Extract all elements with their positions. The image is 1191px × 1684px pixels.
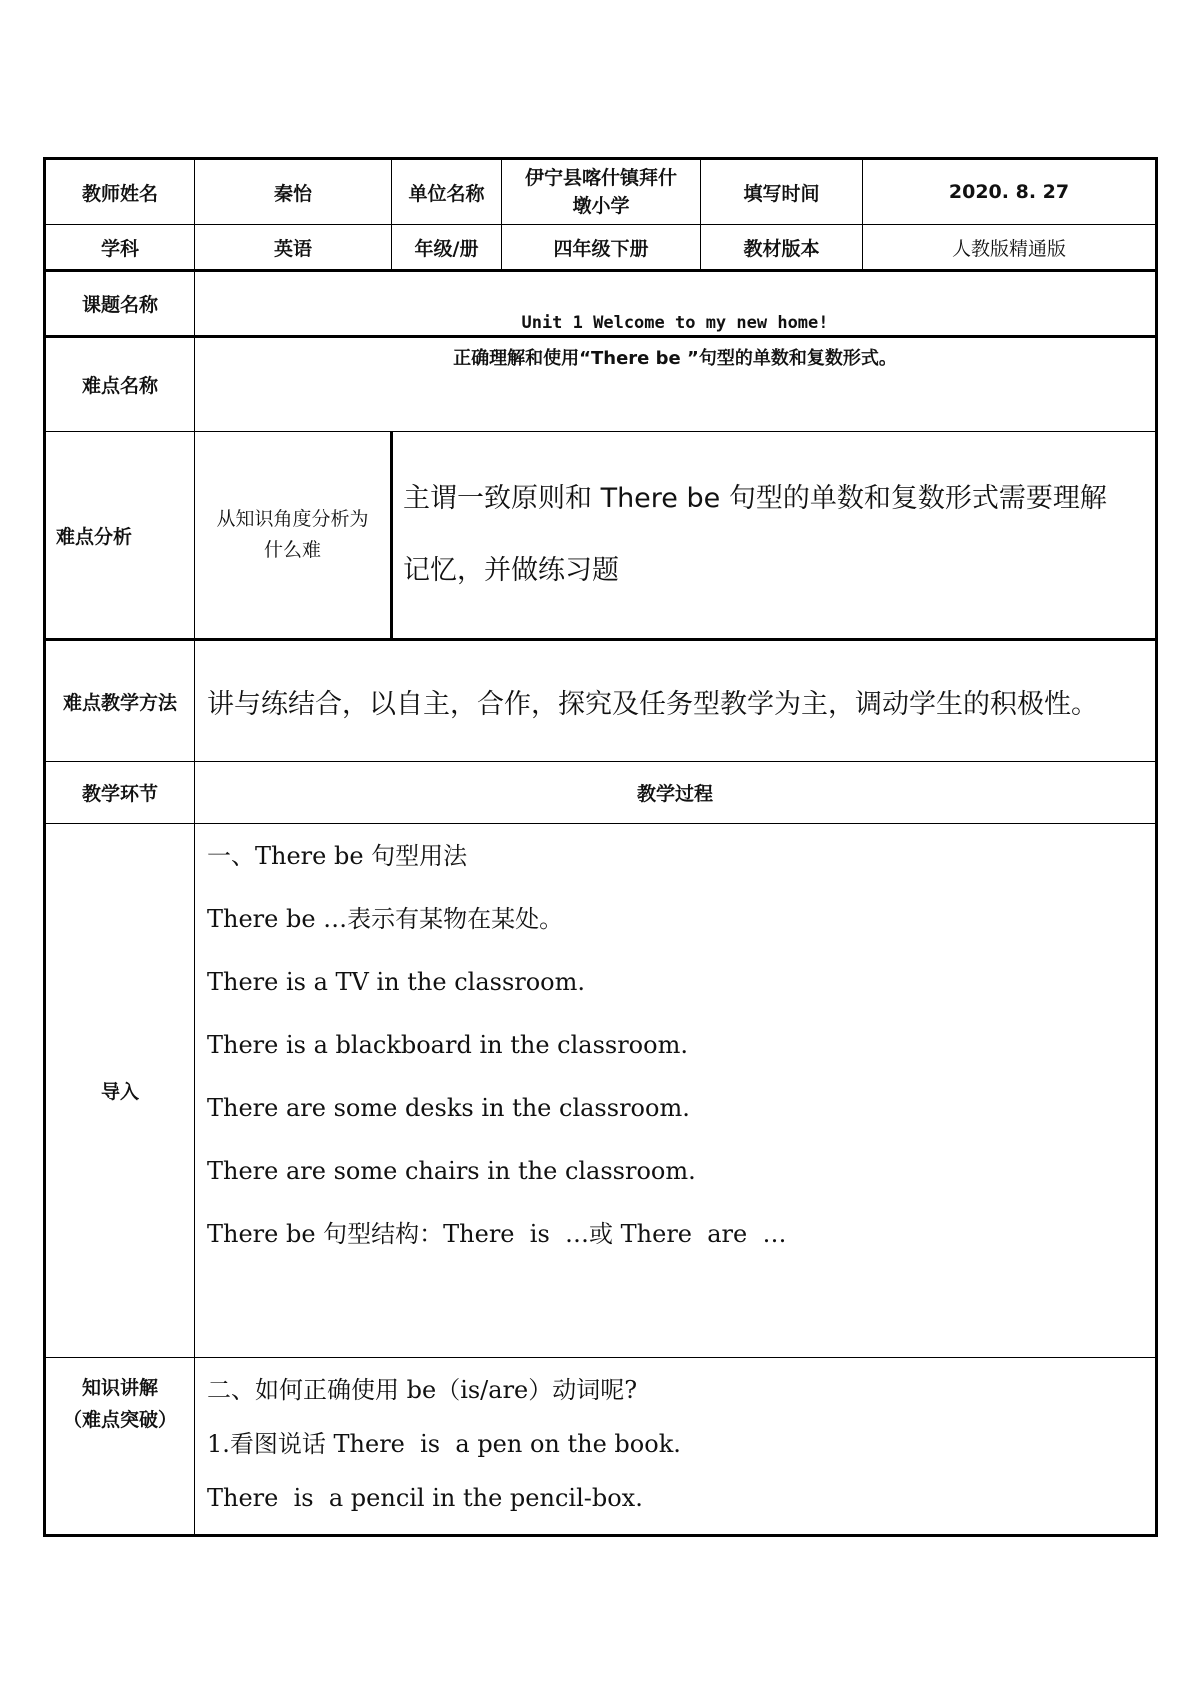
unit-label: 单位名称	[392, 159, 502, 225]
knowledge-row	[45, 1358, 1157, 1536]
analysis-question-line2: 什么难	[263, 539, 321, 561]
edition-label: 教材版本	[701, 225, 863, 271]
intro-row	[45, 824, 1157, 1358]
grade-value: 四年级下册	[502, 225, 701, 271]
lesson-title: Unit 1 Welcome to my new home!	[195, 271, 1157, 337]
knowledge-line: 1.看图说话 There is a pen on the book.	[207, 1430, 681, 1458]
difficulty-value: 正确理解和使用“There be ”句型的单数和复数形式。	[195, 337, 1157, 432]
grade-label: 年级/册	[392, 225, 502, 271]
unit-name	[502, 159, 701, 225]
subject-label: 学科	[45, 225, 195, 271]
method-label: 难点教学方法	[45, 640, 195, 762]
intro-label: 导入	[45, 824, 195, 1358]
intro-line: There are some chairs in the classroom.	[207, 1157, 696, 1185]
unit-name-line2: 墩小学	[572, 195, 630, 217]
date-value: 2020. 8. 27	[863, 159, 1157, 225]
date-label: 填写时间	[701, 159, 863, 225]
knowledge-label	[45, 1358, 195, 1536]
lesson-plan-table	[43, 157, 1158, 1537]
knowledge-label-line1: 知识讲解	[81, 1377, 158, 1399]
stage-label: 教学环节	[45, 762, 195, 824]
difficulty-label: 难点名称	[45, 337, 195, 432]
analysis-line2: 记忆，并做练习题	[403, 555, 619, 586]
subject-value: 英语	[195, 225, 392, 271]
knowledge-content	[195, 1358, 1157, 1536]
knowledge-label-line2: （难点突破）	[62, 1409, 177, 1431]
teacher-name: 秦怡	[195, 159, 392, 225]
teacher-label: 教师姓名	[45, 159, 195, 225]
knowledge-line: There is a pencil in the pencil-box.	[207, 1484, 643, 1512]
intro-line: There is a TV in the classroom.	[207, 968, 586, 996]
method-row	[45, 640, 1157, 762]
intro-line: 一、There be 句型用法	[207, 842, 468, 870]
intro-line: There be …表示有某物在某处。	[207, 905, 564, 933]
unit-name-line1: 伊宁县喀什镇拜什	[524, 167, 677, 189]
intro-line: There are some desks in the classroom.	[207, 1094, 690, 1122]
title-label: 课题名称	[45, 271, 195, 337]
intro-line: There is a blackboard in the classroom.	[207, 1031, 688, 1059]
process-header-row	[45, 762, 1157, 824]
method-value: 讲与练结合，以自主，合作，探究及任务型教学为主，调动学生的积极性。	[195, 640, 1157, 762]
knowledge-line: 二、如何正确使用 be（is/are）动词呢?	[207, 1376, 638, 1404]
intro-content	[195, 824, 1157, 1358]
edition-value: 人教版精通版	[863, 225, 1157, 271]
analysis-line1: 主谓一致原则和 There be 句型的单数和复数形式需要理解	[403, 483, 1107, 514]
analysis-question	[195, 432, 392, 640]
title-row	[45, 271, 1157, 337]
analysis-text	[392, 432, 1157, 640]
intro-line: There be 句型结构：There is …或 There are …	[207, 1220, 787, 1248]
process-label: 教学过程	[195, 762, 1157, 824]
analysis-row	[45, 432, 1157, 640]
analysis-question-line1: 从知识角度分析为	[216, 508, 369, 530]
header-row-1	[45, 159, 1157, 225]
header-row-2	[45, 225, 1157, 271]
analysis-label: 难点分析	[45, 432, 195, 640]
difficulty-row	[45, 337, 1157, 432]
